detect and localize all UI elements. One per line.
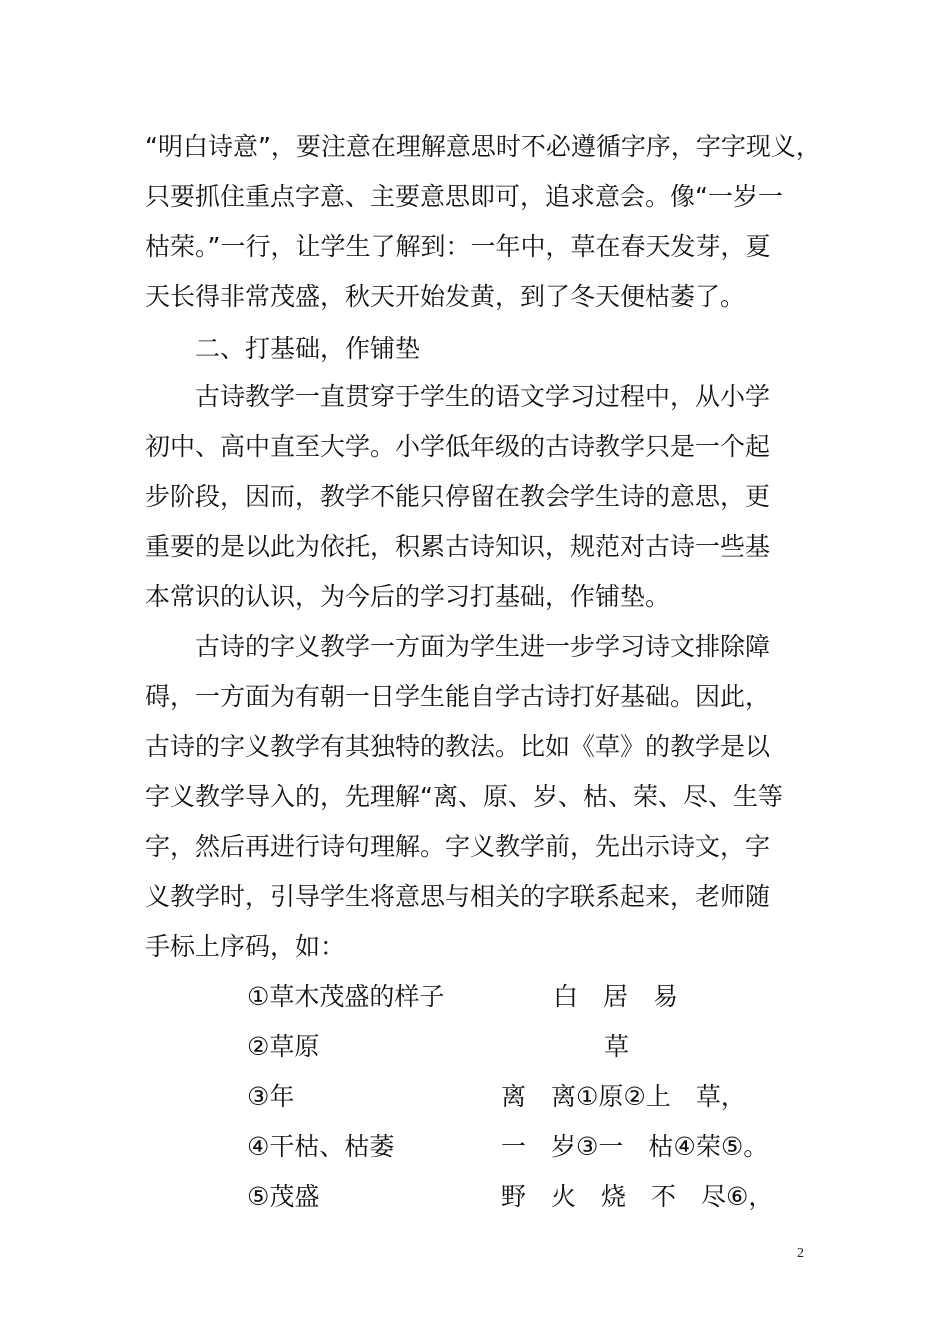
poem-line: 离 离①原②上 草， [501, 1082, 746, 1111]
body-line: 义教学时，引导学生将意思与相关的字联系起来，老师随 [145, 882, 771, 911]
body-line: 只要抓住重点字意、主要意思即可，追求意会。像“一岁一 [145, 182, 783, 211]
section-heading: 二、打基础，作铺垫 [195, 334, 421, 363]
definition-item: ②草原 [247, 1032, 320, 1061]
body-line: 枯荣。”一行，让学生了解到：一年中，草在春天发芽，夏 [145, 232, 771, 261]
definition-item: ⑤茂盛 [247, 1182, 320, 1211]
body-line: 字，然后再进行诗句理解。字义教学前，先出示诗文，字 [145, 832, 771, 861]
body-line: 古诗的字义教学一方面为学生进一步学习诗文排除障 [195, 632, 771, 661]
body-line: 古诗教学一直贯穿于学生的语文学习过程中，从小学 [195, 382, 771, 411]
body-line: 步阶段，因而，教学不能只停留在教会学生诗的意思，更 [145, 482, 771, 511]
poem-line: 一 岁③一 枯④荣⑤。 [501, 1132, 769, 1161]
body-line: 碍，一方面为有朝一日学生能自学古诗打好基础。因此， [145, 682, 771, 711]
poem-line: 野 火 烧 不 尽⑥， [501, 1182, 774, 1211]
body-line: 重要的是以此为依托，积累古诗知识，规范对古诗一些基 [145, 532, 771, 561]
poem-title: 草 [604, 1032, 630, 1061]
body-line: “明白诗意”，要注意在理解意思时不必遵循字序，字字现义， [145, 132, 821, 161]
body-line: 字义教学导入的，先理解“离、原、岁、枯、荣、尽、生等 [145, 782, 783, 811]
poem-author: 白 居 易 [553, 982, 679, 1011]
body-line: 古诗的字义教学有其独特的教法。比如《草》的教学是以 [145, 732, 771, 761]
body-line: 初中、高中直至大学。小学低年级的古诗教学只是一个起 [145, 432, 771, 461]
body-line: 天长得非常茂盛，秋天开始发黄，到了冬天便枯萎了。 [145, 282, 746, 311]
body-line: 本常识的认识，为今后的学习打基础，作铺垫。 [145, 582, 671, 611]
definition-item: ③年 [247, 1082, 295, 1111]
definition-item: ①草木茂盛的样子 [247, 982, 445, 1011]
definition-item: ④干枯、枯萎 [247, 1132, 395, 1161]
page-number: 2 [797, 1246, 804, 1261]
body-line: 手标上序码，如： [145, 932, 346, 961]
